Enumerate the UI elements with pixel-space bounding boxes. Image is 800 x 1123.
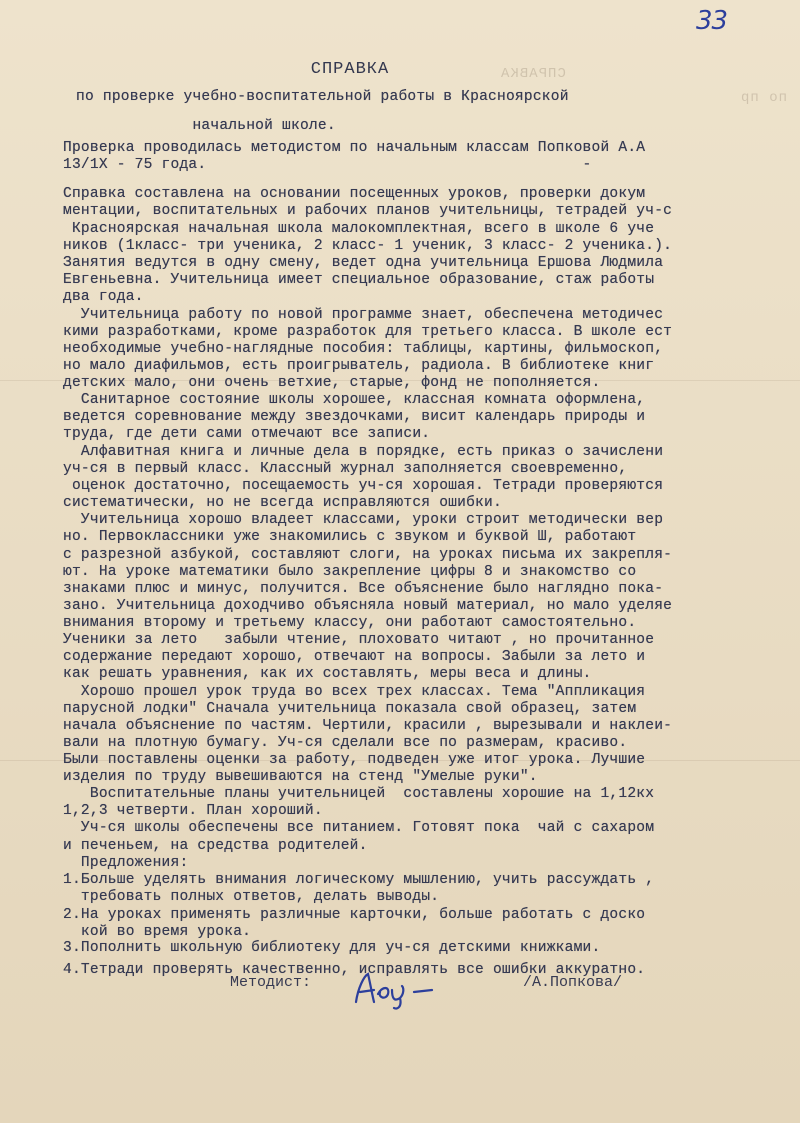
document-text-line: парусной лодки" Сначала учительница показала свой образец, затем: [63, 701, 637, 717]
document-text-line: вали на плотную бумагу. Уч-ся сделали все по размерам, красиво.: [63, 735, 628, 751]
document-subtitle: по проверке учебно-воспитательной работы в Красноярской: [76, 89, 569, 105]
document-text-line: кой во время урока.: [63, 924, 252, 940]
document-text-line: Уч-ся школы обеспечены все питанием. Готовят пока чай с сахаром: [63, 820, 655, 836]
document-text-line: Учительница работу по новой программе знает, обеспечена методичес: [63, 307, 664, 323]
document-text-line: 1.Больше уделять внимания логическому мышлению, учить рассуждать ,: [63, 872, 655, 888]
document-text-line: Занятия ведутся в одну смену, ведет одна учительница Ершова Людмила: [63, 255, 664, 271]
document-text-line: содержание передают хорошо, отвечают на вопросы. Забыли за лето и: [63, 649, 646, 665]
document-text-line: Воспитательные планы учительницей составлены хорошие на 1,12кх: [63, 786, 655, 802]
document-text-line: Справка составлена на основании посещенных уроков, проверки докум: [63, 186, 646, 202]
document-text-line: требовать полных ответов, делать выводы.: [63, 889, 440, 905]
document-text-line: Красноярская начальная школа малокомплектная, всего в школе 6 уче: [63, 221, 655, 237]
document-text-line: 4.Тетради проверять качественно, исправлять все ошибки аккуратно.: [63, 962, 646, 978]
signature-label: Методист:: [230, 974, 312, 991]
document-text-line: с разрезной азбукой, составляют слоги, на уроках письма их закрепля-: [63, 547, 673, 563]
document-text-line: изделия по труду вывешиваются на стенд "Умелые руки".: [63, 769, 538, 785]
handwritten-signature: [348, 968, 438, 1010]
document-text-line: Ученики за лето забыли чтение, плоховато читают , но прочитанное: [63, 632, 655, 648]
document-text-line: Евгеньевна. Учительница имеет специальное образование, стаж работы: [63, 272, 655, 288]
document-text-line: уч-ся в первый класс. Классный журнал заполняется своевременно,: [63, 461, 628, 477]
document-text-line: кими разработками, кроме разработок для третьего класса. В школе ест: [63, 324, 673, 340]
document-text-line: 13/1Х - 75 года. -: [63, 157, 592, 173]
document-text-line: Проверка проводилась методистом по начальным классам Попковой А.А: [63, 140, 646, 156]
document-text-line: труда, где дети сами отмечают все записи.: [63, 426, 431, 442]
signature-name: /А.Попкова/: [523, 974, 623, 991]
document-text-line: знаками плюс и минус, получится. Все объяснение было наглядно пока-: [63, 581, 664, 597]
document-text-line: ведется соревнование между звездочками, висит календарь природы и: [63, 409, 646, 425]
document-text-line: Были поставлены оценки за работу, подведен уже итог урока. Лучшие: [63, 752, 646, 768]
document-text-line: ментации, воспитательных и рабочих планов учительницы, тетрадей уч-с: [63, 203, 673, 219]
document-text-line: как решать уравнения, как их составлять, меры веса и длины.: [63, 666, 592, 682]
document-text-line: зано. Учительница доходчиво объясняла новый материал, но мало уделяе: [63, 598, 673, 614]
document-text-line: детских мало, они очень ветхие, старые, фонд не пополняется.: [63, 375, 601, 391]
document-text-line: Предложения:: [63, 855, 189, 871]
document-text-line: и печеньем, на средства родителей.: [63, 838, 368, 854]
document-text-line: два года.: [63, 289, 144, 305]
document-text-line: ют. На уроке математики было закрепление цифры 8 и знакомство со: [63, 564, 637, 580]
document-text-line: Санитарное состояние школы хорошее, классная комната оформлена,: [63, 392, 646, 408]
document-text-line: начала объяснение по частям. Чертили, красили , вырезывали и наклеи-: [63, 718, 673, 734]
document-title: СПРАВКА: [310, 60, 390, 79]
document-text-line: необходимые учебно-наглядные пособия: таблицы, картины, фильмоскоп,: [63, 341, 664, 357]
document-text-line: оценок достаточно, посещаемость уч-ся хорошая. Тетради проверяются: [63, 478, 664, 494]
document-text-line: Хорошо прошел урок труда во всех трех классах. Тема "Аппликация: [63, 684, 646, 700]
document-text-line: систематически, но не всегда исправляются ошибки.: [63, 495, 502, 511]
bleed-through-text: по пр: [740, 90, 788, 106]
document-text-line: 1,2,3 четверти. План хороший.: [63, 803, 323, 819]
document-text-line: начальной школе.: [76, 118, 336, 134]
document-text-line: но мало диафильмов, есть проигрыватель, радиола. В библиотеке книг: [63, 358, 655, 374]
document-text-line: ников (1класс- три ученика, 2 класс- 1 ученик, 3 класс- 2 ученика.).: [63, 238, 673, 254]
document-text-line: 3.Пополнить школьную библиотеку для уч-ся детскими книжками.: [63, 940, 601, 956]
document-text-line: Учительница хорошо владеет классами, уроки строит методически вер: [63, 512, 664, 528]
document-text-line: но. Первоклассники уже знакомились с звуком и буквой Ш, работают: [63, 529, 637, 545]
document-text-line: Алфавитная книга и личные дела в порядке, есть приказ о зачислени: [63, 444, 664, 460]
document-text-line: внимания второму и третьему классу, они работают самостоятельно.: [63, 615, 637, 631]
handwritten-page-number: 33: [696, 6, 728, 36]
document-text-line: 2.На уроках применять различные карточки, больше работать с доско: [63, 907, 646, 923]
bleed-through-text: СПРАВКА: [500, 66, 566, 82]
